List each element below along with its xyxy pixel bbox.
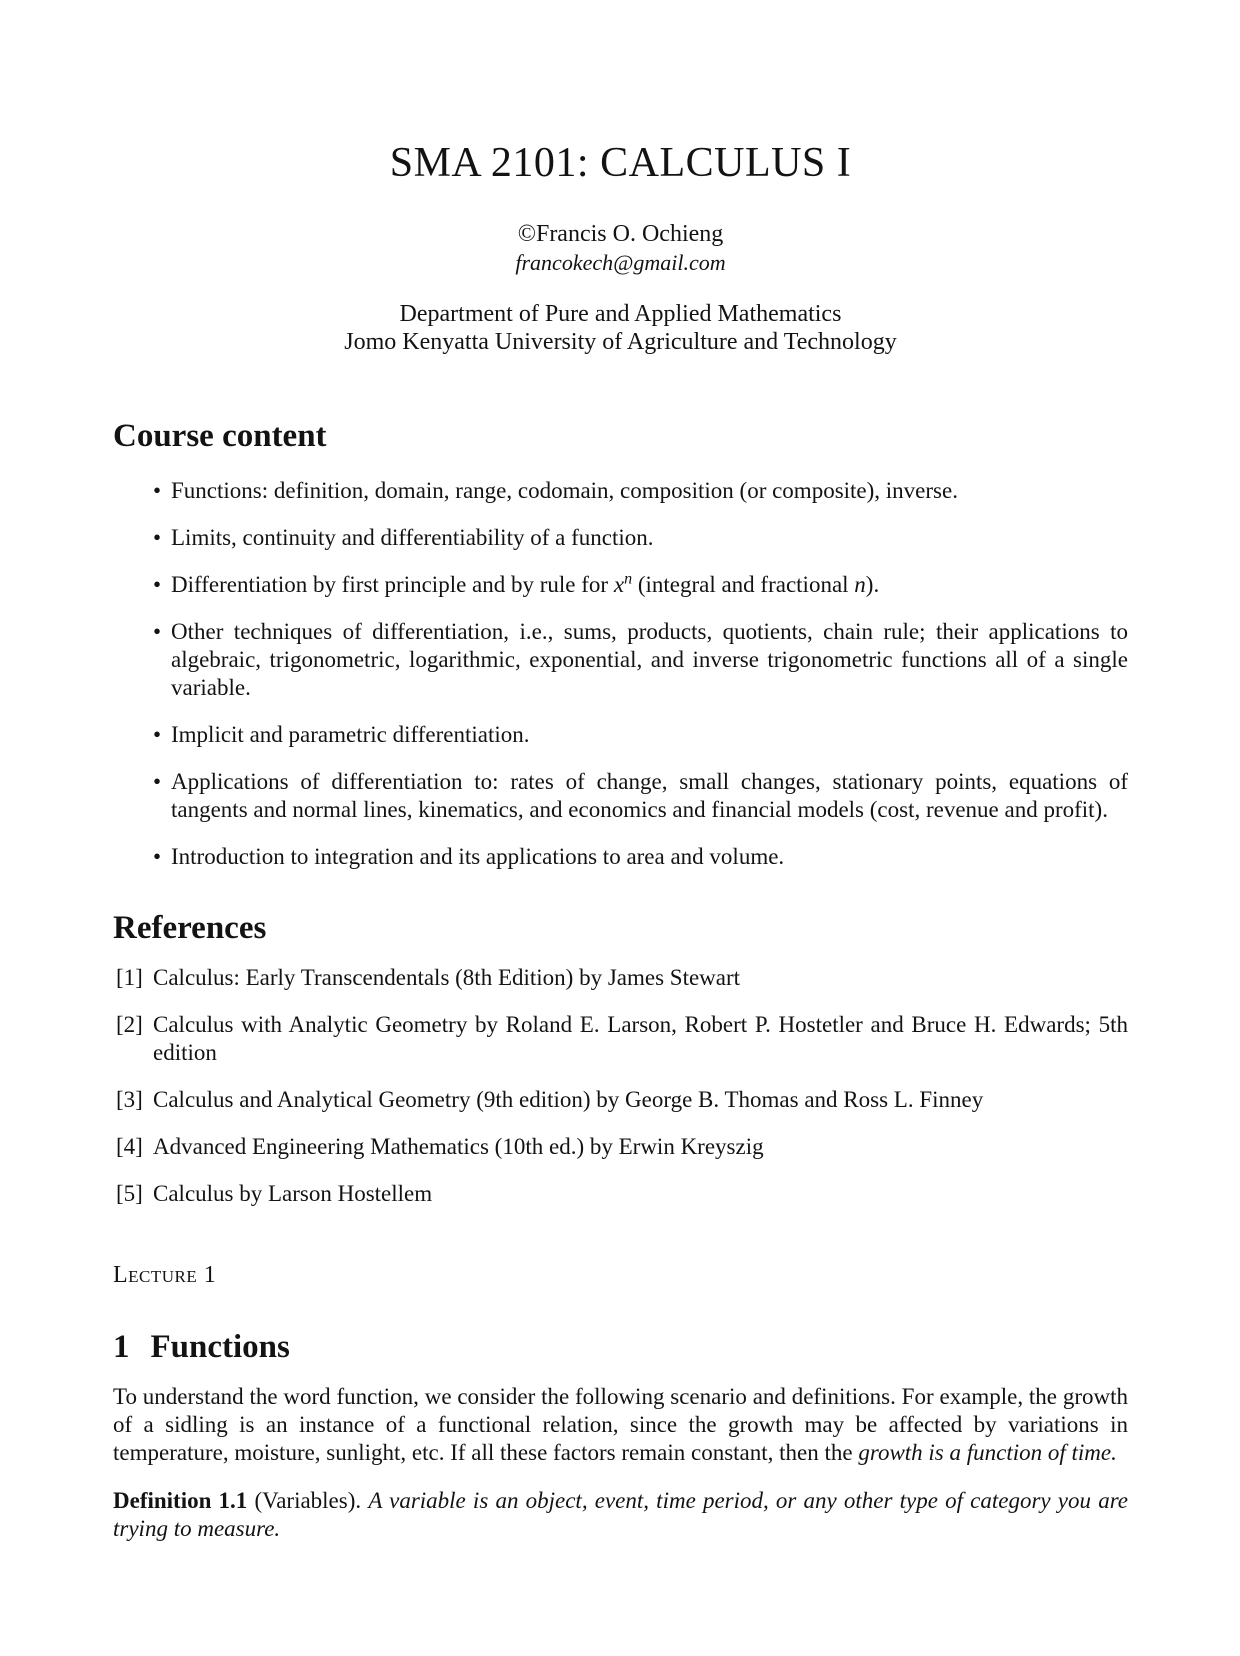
reference-text: Calculus and Analytical Geometry (9th edition) by George B. Thomas and Ross L. Finney (153, 1087, 984, 1112)
bullet-icon: • (153, 525, 162, 550)
reference-text: Advanced Engineering Mathematics (10th ed.) by Erwin Kreyszig (153, 1134, 764, 1159)
course-content-item (113, 524, 1128, 552)
course-item-text: Other techniques of differentiation, i.e., sums, products, quotients, chain rule; their applications to algebraic, trigonometric, logarithmic, exponential, and inverse trigonometric functions all of a single variable. (171, 619, 1128, 700)
course-item-text: Implicit and parametric differentiation. (171, 722, 530, 747)
intro-roman-text: To understand the word function, we consider the following scenario and definitions. For example, the growth of a sidling is an instance of a functional relation, since the growth may be affected by variations in temperature, moisture, sunlight, etc. If all these factors remain constant, then the (113, 1384, 1128, 1465)
course-item-text: Introduction to integration and its applications to area and volume. (171, 844, 785, 869)
reference-label: [1] (116, 965, 143, 990)
affiliation-department: Department of Pure and Applied Mathematics (399, 301, 842, 327)
intro-italic-text: growth is a function of time. (858, 1440, 1117, 1465)
definition-term: Definition 1.1 (113, 1488, 248, 1513)
course-content-item (113, 477, 1128, 505)
reference-item (113, 964, 1128, 992)
course-content-item (113, 618, 1128, 702)
references-list (113, 964, 1128, 1208)
affiliation-block (113, 300, 1128, 356)
math-superscript: n (624, 570, 633, 588)
course-item-text: Applications of differentiation to: rates of change, small changes, stationary points, equations of tangents and normal lines, kinematics, and economics and financial models (cost, revenue and profit). (171, 769, 1128, 822)
intro-paragraph (113, 1383, 1128, 1467)
course-item-text (171, 572, 879, 597)
reference-label: [3] (116, 1087, 143, 1112)
course-content-heading: Course content (113, 418, 327, 454)
definition-body: A variable is an object, event, time period, or any other type of category you are trying to measure. (113, 1488, 1128, 1541)
references-heading: References (113, 910, 267, 946)
course-content-item (113, 721, 1128, 749)
reference-label: [2] (116, 1012, 143, 1037)
bullet-icon: • (153, 844, 162, 869)
bullet-icon: • (153, 572, 162, 597)
definition-qualifier: (Variables). (247, 1488, 369, 1513)
reference-text: Calculus: Early Transcendentals (8th Edition) by James Stewart (153, 965, 741, 990)
course-item-text: Functions: definition, domain, range, codomain, composition (or composite), inverse. (171, 478, 958, 503)
author-email: francokech@gmail.com (515, 250, 726, 275)
bullet-icon: • (153, 722, 162, 747)
reference-item (113, 1133, 1128, 1161)
reference-item (113, 1180, 1128, 1208)
section-title: Functions (150, 1329, 290, 1365)
course-item-text: Limits, continuity and differentiability of a function. (171, 525, 654, 550)
section-number: 1 (113, 1329, 130, 1365)
bullet-icon: • (153, 769, 162, 794)
author-line: ©Francis O. Ochieng (517, 221, 724, 247)
course-item-text-segment: ). (865, 572, 880, 597)
bullet-icon: • (153, 478, 162, 503)
reference-item (113, 1086, 1128, 1114)
reference-text: Calculus with Analytic Geometry by Roland E. Larson, Robert P. Hostetler and Bruce H. Edwards; 5th edition (153, 1012, 1128, 1065)
course-content-item (113, 843, 1128, 871)
reference-label: [4] (116, 1134, 143, 1159)
course-content-list (113, 477, 1128, 871)
page-content (0, 138, 1240, 1543)
course-item-text-segment: (integral and fractional (632, 572, 855, 597)
reference-item (113, 1011, 1128, 1067)
affiliation-university: Jomo Kenyatta University of Agriculture and Technology (344, 329, 897, 355)
course-content-item (113, 571, 1128, 599)
course-item-text-segment: Differentiation by first principle and by rule for (171, 572, 614, 597)
reference-label: [5] (116, 1181, 143, 1206)
section-heading (113, 1327, 1128, 1367)
definition-paragraph (113, 1487, 1128, 1543)
math-variable: n (854, 572, 866, 597)
bullet-icon: • (153, 619, 162, 644)
math-variable: x (613, 572, 625, 597)
lecture-label: Lecture 1 (113, 1262, 217, 1288)
course-content-item (113, 768, 1128, 824)
page-title: SMA 2101: CALCULUS I (389, 140, 852, 186)
reference-text: Calculus by Larson Hostellem (153, 1181, 433, 1206)
